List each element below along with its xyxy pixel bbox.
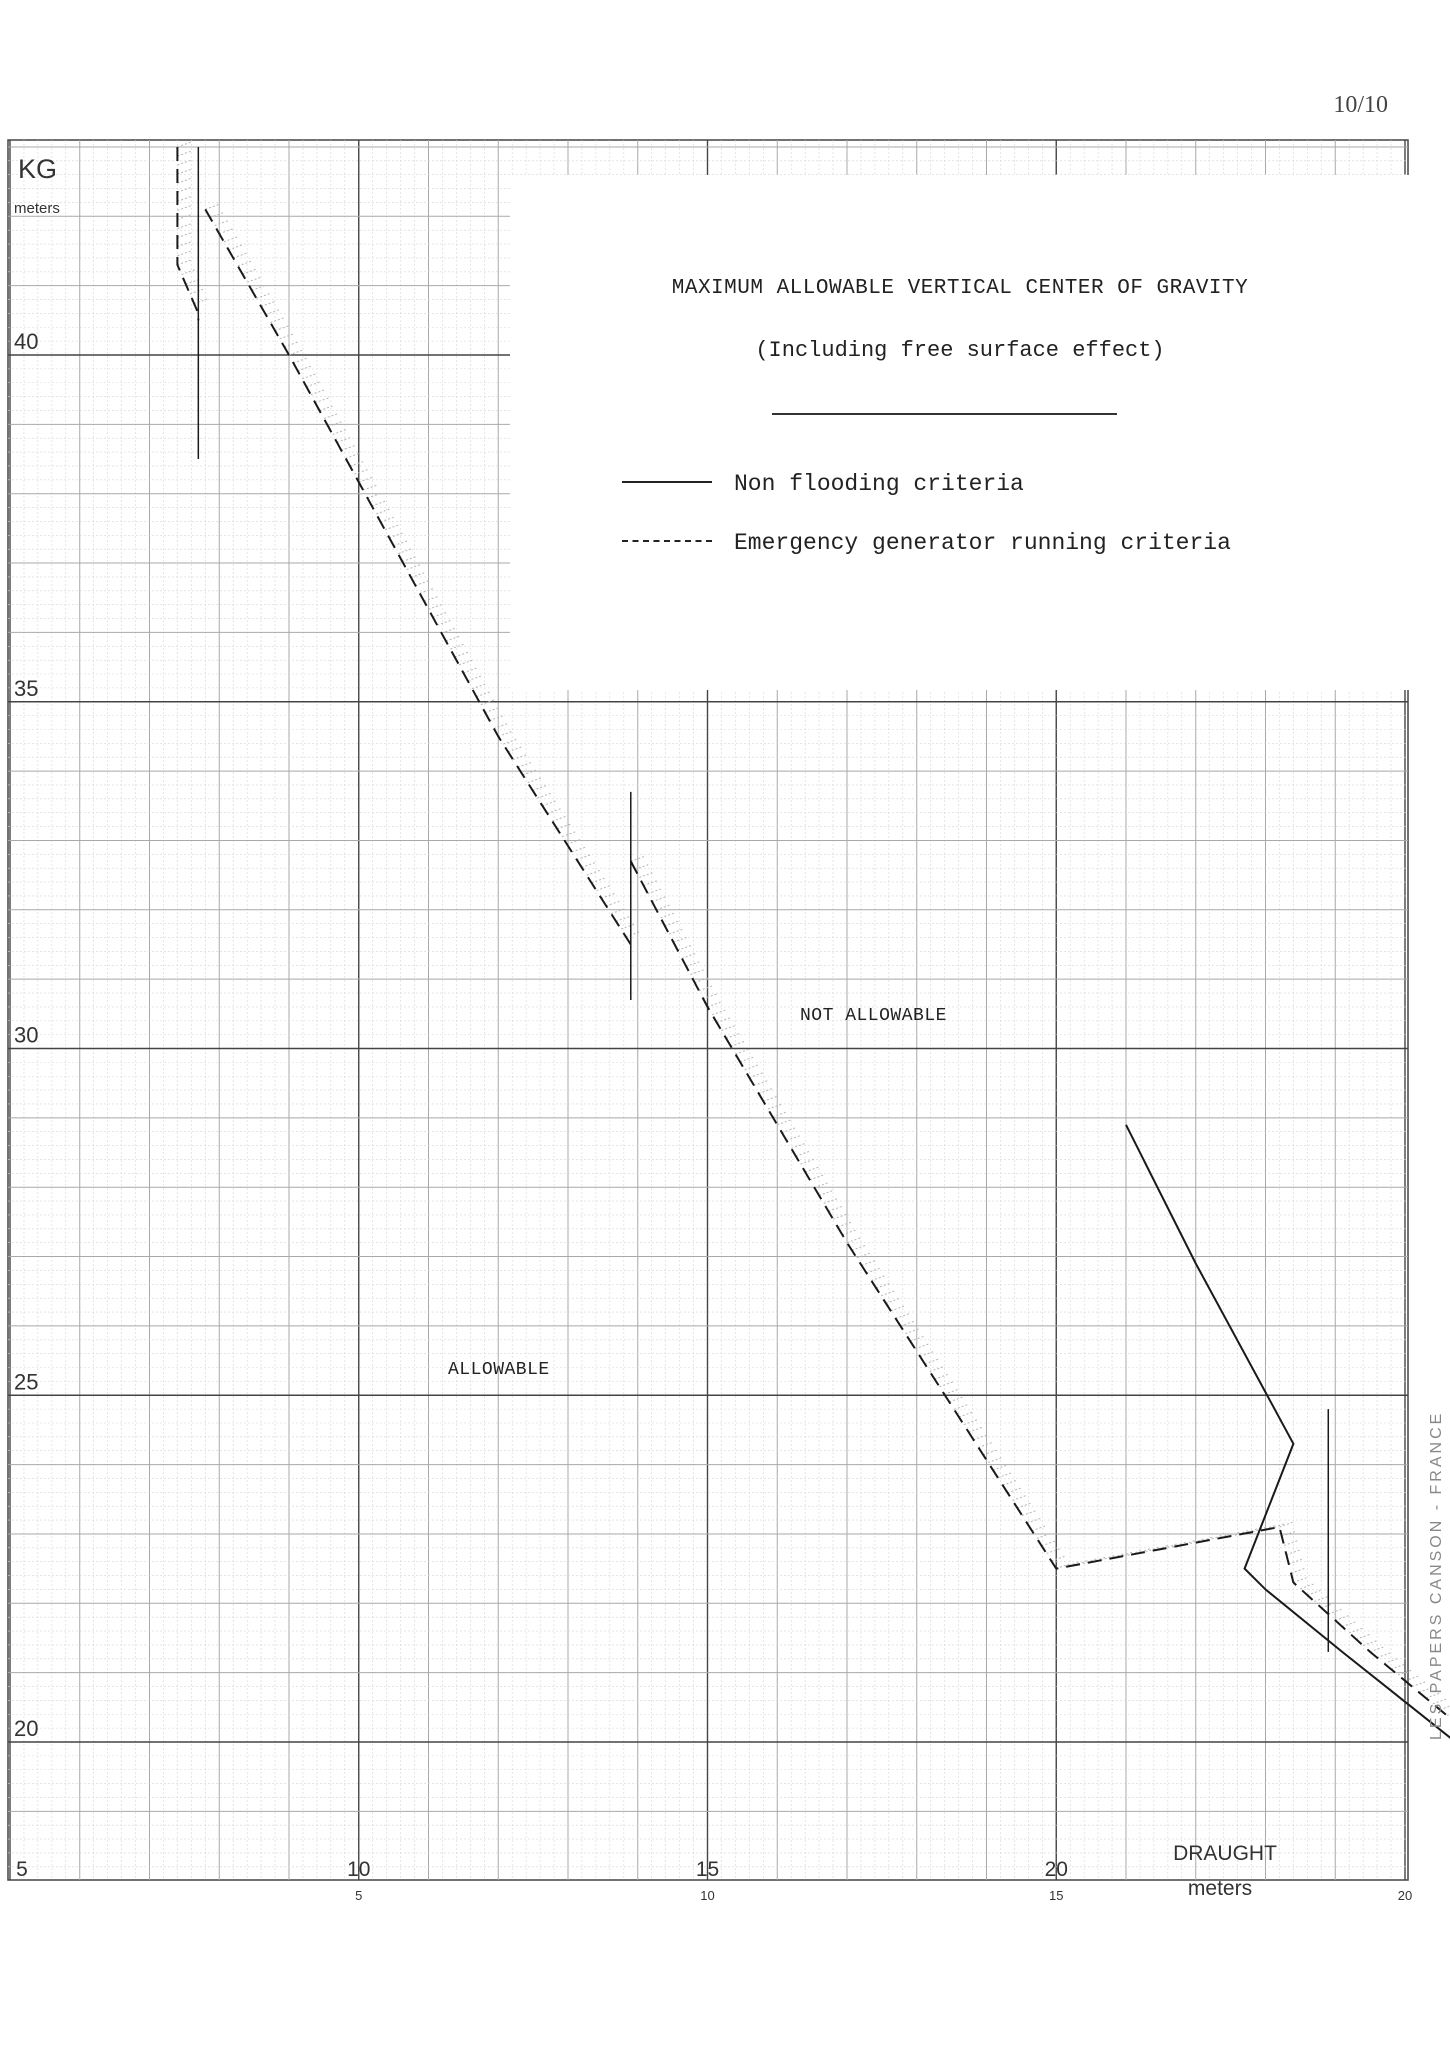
y-axis-unit: meters [14,200,60,217]
hatch-stroke [969,1427,983,1432]
hatch-stroke [1032,1526,1046,1531]
hatch-stroke [485,708,499,713]
hatch-stroke [805,1167,819,1172]
hatch-stroke [498,731,512,736]
legend-divider [772,413,1117,415]
x-tick-label-top: 20 [1044,1858,1068,1881]
hatch-stroke [740,1057,754,1062]
hatch-stroke [1017,1503,1031,1508]
hatch-stroke [381,517,395,522]
hatch-stroke [354,469,368,474]
hatch-stroke [177,233,191,238]
hatch-stroke [695,978,709,983]
hatch-stroke [944,1389,958,1394]
hatch-stroke [842,1230,856,1235]
hatch-stroke [407,565,421,570]
hatch-stroke [721,1025,735,1030]
hatch-stroke [261,301,275,306]
hatch-stroke [686,961,700,966]
hatch-stroke [247,277,261,282]
hatch-stroke [886,1298,900,1303]
x-axis-label: DRAUGHT [1173,1842,1277,1865]
x-tick-label-bottom: 10 [700,1888,715,1903]
hatch-stroke [621,924,635,929]
hatch-stroke [446,636,460,641]
hatch-stroke [494,723,508,728]
hatch-stroke [1042,1541,1056,1546]
hatch-stroke [518,762,532,767]
x-tick-label-bottom: 5 [355,1888,363,1903]
x-tick-label-top: 5 [16,1858,28,1881]
hatch-stroke [616,916,630,921]
y-tick-label: 35 [14,675,39,701]
hatch-stroke [690,970,704,975]
hatch-stroke [949,1397,963,1402]
hatch-stroke [828,1206,842,1211]
hatch-stroke [964,1420,978,1425]
hatch-stroke [745,1065,759,1070]
hatch-stroke [562,832,576,837]
hatch-stroke [298,366,312,371]
hatch-stroke [759,1088,773,1093]
hatch-stroke [652,897,666,902]
hatch-stroke [385,525,399,530]
paper-brand-label: LES PAPERS CANSON - FRANCE [1428,1410,1445,1740]
hatch-stroke [1412,1682,1426,1687]
hatch-stroke [635,864,649,869]
hatch-stroke [703,994,717,999]
hatch-stroke [838,1222,852,1227]
hatch-stroke [238,261,252,266]
hatch-stroke [648,889,662,894]
hatch-stroke [708,1002,722,1007]
hatch-stroke [284,342,298,347]
page-number: 10/10 [1333,92,1388,118]
hatch-stroke [346,453,360,458]
series-emergency-generator-line [177,147,198,320]
hatch-stroke [177,151,191,156]
hatch-stroke [177,142,191,147]
hatch-stroke [190,289,204,294]
hatch-stroke [315,398,329,403]
hatch-stroke [293,358,307,363]
hatch-stroke [472,684,486,689]
hatch-stroke [372,501,386,506]
hatch-stroke [1293,1577,1307,1582]
hatch-stroke [1405,1676,1419,1681]
hatch-stroke [459,660,473,665]
hatch-stroke [801,1159,815,1164]
chart-subtitle: (Including free surface effect) [755,338,1165,363]
hatch-stroke [577,855,591,860]
hatch-stroke [533,785,547,790]
hatch-stroke [177,196,191,201]
x-tick-label-top: 15 [695,1858,720,1881]
x-axis-unit: meters [1187,1877,1253,1900]
hatch-stroke [490,716,504,721]
hatch-stroke [587,870,601,875]
hatch-stroke [773,1112,787,1117]
hatch-stroke [731,1041,745,1046]
hatch-stroke [871,1276,885,1281]
hatch-stroke [959,1412,973,1417]
allowable-label: ALLOWABLE [448,1360,550,1380]
hatch-stroke [508,747,522,752]
hatch-stroke [777,1120,791,1125]
hatch-stroke [415,580,429,585]
hatch-stroke [717,1018,731,1023]
hatch-stroke [476,692,490,697]
hatch-stroke [376,509,390,514]
hatch-stroke [311,390,325,395]
hatch-stroke [177,251,191,256]
x-tick-label-top: 10 [347,1858,371,1881]
hatch-stroke [925,1359,939,1364]
y-tick-label: 20 [14,1716,39,1741]
hatch-stroke [229,245,243,250]
hatch-stroke [177,215,191,220]
x-tick-label-bottom: 15 [1049,1888,1064,1903]
hatch-stroke [881,1291,895,1296]
hatch-stroke [363,485,377,490]
hatch-stroke [857,1253,871,1258]
hatch-stroke [429,604,443,609]
dashed-line-swatch [622,540,712,542]
hatch-stroke [644,881,658,886]
hatch-stroke [1022,1511,1036,1516]
hatch-stroke [606,901,620,906]
hatch-stroke [673,937,687,942]
hatch-stroke [1349,1628,1363,1633]
hatch-stroke [988,1458,1002,1463]
hatch-stroke [819,1191,833,1196]
legend-item-label: Emergency generator running criteria [734,530,1231,556]
y-tick-label: 25 [14,1369,39,1395]
hatch-stroke [754,1080,768,1085]
hatch-stroke [437,620,451,625]
not-allowable-label: NOT ALLOWABLE [800,1006,947,1026]
hatch-stroke [337,437,351,442]
hatch-stroke [275,326,289,331]
series-emergency-generator-line [631,861,1450,1756]
hatch-stroke [796,1151,810,1156]
hatch-stroke [935,1374,949,1379]
hatch-stroke [424,596,438,601]
hatch-stroke [455,652,469,657]
hatch-stroke [920,1351,934,1356]
hatch-stroke [1307,1590,1321,1595]
hatch-stroke [876,1283,890,1288]
hatch-stroke [726,1033,740,1038]
hatch-stroke [993,1465,1007,1470]
hatch-stroke [402,557,416,562]
hatch-stroke [341,445,355,450]
hatch-stroke [978,1442,992,1447]
hatch-stroke [656,905,670,910]
legend-item-label: Non flooding criteria [734,471,1024,497]
hatch-stroke [787,1136,801,1141]
hatch-stroke [289,350,303,355]
hatch-stroke [1335,1615,1349,1620]
x-tick-label-bottom: 20 [1397,1888,1413,1903]
hatch-stroke [333,429,347,434]
hatch-stroke [302,374,316,379]
hatch-stroke [852,1245,866,1250]
hatch-stroke [1391,1664,1405,1669]
hatch-stroke [1279,1522,1293,1527]
hatch-stroke [224,237,238,242]
hatch-stroke [266,310,280,315]
hatch-stroke [810,1175,824,1180]
hatch-stroke [1051,1556,1065,1561]
hatch-stroke [177,205,191,210]
hatch-stroke [712,1010,726,1015]
hatch-stroke [910,1336,924,1341]
hatch-stroke [1377,1653,1391,1658]
solid-line-swatch [622,481,712,483]
hatch-stroke [468,676,482,681]
hatch-stroke [596,886,610,891]
hatch-stroke [177,187,191,192]
hatch-stroke [433,612,447,617]
hatch-stroke [661,913,675,918]
legend-box [510,175,1410,690]
legend-item-non-flooding [622,471,1024,497]
y-axis-label: KG [18,154,58,184]
chart-title: MAXIMUM ALLOWABLE VERTICAL CENTER OF GRAVITY [671,277,1249,300]
hatch-stroke [735,1049,749,1054]
hatch-stroke [350,461,364,466]
hatch-stroke [939,1382,953,1387]
hatch-stroke [270,318,284,323]
hatch-stroke [538,793,552,798]
hatch-stroke [763,1096,777,1101]
hatch-stroke [1027,1518,1041,1523]
y-tick-label: 30 [14,1022,39,1048]
legend-item-emergency-generator [622,530,1231,556]
hatch-stroke [905,1329,919,1334]
hatch-stroke [998,1473,1012,1478]
hatch-stroke [1284,1541,1298,1546]
hatch-stroke [205,204,219,209]
hatch-stroke [256,293,270,298]
hatch-stroke [177,178,191,183]
y-tick-label: 40 [14,329,39,354]
hatch-stroke [320,406,334,411]
hatch-stroke [749,1073,763,1078]
hatch-stroke [699,986,713,991]
hatch-stroke [280,334,294,339]
hatch-stroke [177,169,191,174]
hatch-stroke [974,1435,988,1440]
hatch-stroke [768,1104,782,1109]
hatch-stroke [639,872,653,877]
hatch-stroke [954,1404,968,1409]
hatch-stroke [669,929,683,934]
hatch-stroke [177,224,191,229]
hatch-stroke [219,229,233,234]
hatch-stroke [1047,1548,1061,1553]
hatch-stroke [177,260,191,265]
hatch-stroke [862,1260,876,1265]
hatch-stroke [572,847,586,852]
hatch-stroke [215,221,229,226]
hatch-stroke [582,862,596,867]
hatch-stroke [528,778,542,783]
hatch-stroke [847,1238,861,1243]
hatch-stroke [233,253,247,258]
